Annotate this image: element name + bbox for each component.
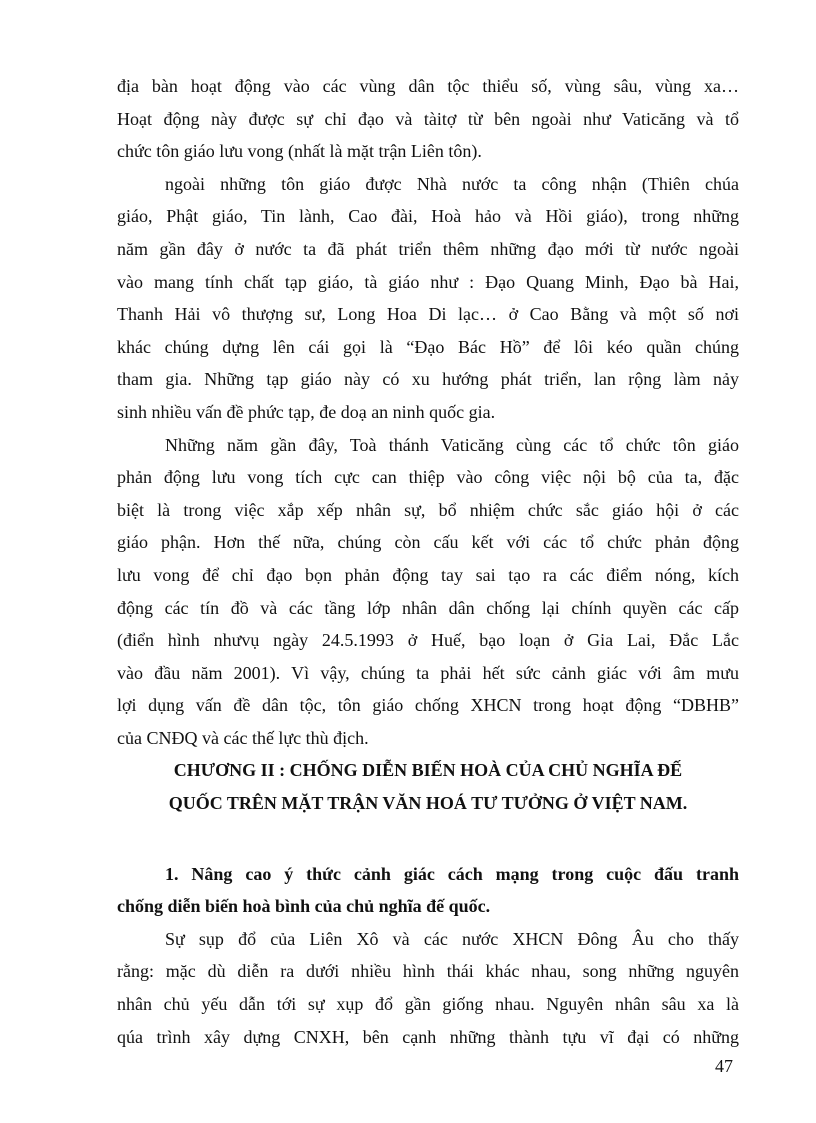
text-line: Hoạt động này được sự chỉ đạo và tàitợ từ bên ngoài như Vaticăng và tổ — [117, 108, 739, 129]
text-line: khác chúng dựng lên cái gọi là “Đạo Bác Hồ” để lôi kéo quần chúng — [117, 336, 739, 357]
paragraph-2 — [117, 168, 739, 429]
section-heading-line: chống diễn biến hoà bình của chủ nghĩa đế quốc. — [117, 896, 491, 917]
paragraph-1 — [117, 70, 739, 168]
text-line: của CNĐQ và các thế lực thù địch. — [117, 727, 369, 748]
chapter-heading-line: CHƯƠNG II : CHỐNG DIỄN BIẾN HOÀ CỦA CHỦ NGHĨA ĐẾ — [173, 760, 683, 781]
paragraph-3 — [117, 429, 739, 755]
text-line: giáo phận. Hơn thế nữa, chúng còn cấu kết với các tổ chức phản động — [117, 532, 739, 553]
text-line: biệt là trong việc xắp xếp nhân sự, bổ nhiệm chức sắc giáo hội ở các — [117, 499, 739, 520]
chapter-heading-line: QUỐC TRÊN MẶT TRẬN VĂN HOÁ TƯ TƯỞNG Ở VIỆT NAM. — [168, 793, 688, 814]
text-line: Sự sụp đổ của Liên Xô và các nước XHCN Đông Âu cho thấy — [165, 928, 739, 949]
text-line: địa bàn hoạt động vào các vùng dân tộc thiểu số, vùng sâu, vùng xa… — [117, 76, 739, 96]
text-line: năm gần đây ở nước ta đã phát triển thêm những đạo mới từ nước ngoài — [117, 238, 739, 259]
spacer — [117, 820, 739, 858]
text-line: phản động lưu vong tích cực can thiệp vào công việc nội bộ của ta, đặc — [117, 467, 739, 488]
text-line: Những năm gần đây, Toà thánh Vaticăng cùng các tổ chức tôn giáo — [165, 434, 739, 455]
document-page — [117, 70, 739, 1053]
text-line: Thanh Hải vô thượng sư, Long Hoa Di lạc… ở Cao Bằng và một số nơi — [117, 304, 739, 325]
text-line: (điển hình nhưvụ ngày 24.5.1993 ở Huế, bạo loạn ở Gia Lai, Đắc Lắc — [117, 630, 739, 651]
text-line: động các tín đồ và các tầng lớp nhân dân chống lại chính quyền các cấp — [117, 597, 739, 618]
text-line: qúa trình xây dựng CNXH, bên cạnh những thành tựu vĩ đại có những — [117, 1026, 739, 1047]
text-line: nhân chủ yếu dẫn tới sự xụp đổ gần giống nhau. Nguyên nhân sâu xa là — [117, 994, 739, 1015]
text-line: rằng: mặc dù diễn ra dưới nhiều hình thái khác nhau, song những nguyên — [117, 961, 739, 982]
text-line: giáo, Phật giáo, Tin lành, Cao đài, Hoà hảo và Hồi giáo), trong những — [117, 206, 739, 227]
chapter-heading — [117, 754, 739, 819]
section-heading-line: 1. Nâng cao ý thức cảnh giác cách mạng trong cuộc đấu tranh — [165, 863, 739, 884]
section-heading — [117, 858, 739, 923]
page-number: 47 — [715, 1056, 733, 1076]
text-line: lợi dụng vấn đề dân tộc, tôn giáo chống XHCN trong hoạt động “DBHB” — [117, 695, 739, 716]
text-line: vào đầu năm 2001). Vì vậy, chúng ta phải hết sức cảnh giác với âm mưu — [117, 662, 739, 683]
text-line: ngoài những tôn giáo được Nhà nước ta công nhận (Thiên chúa — [165, 173, 739, 194]
text-line: tham gia. Những tạp giáo này có xu hướng phát triển, lan rộng làm nảy — [117, 369, 739, 390]
text-line: vào mang tính chất tạp giáo, tà giáo như : Đạo Quang Minh, Đạo bà Hai, — [117, 271, 739, 292]
text-line: chức tôn giáo lưu vong (nhất là mặt trận Liên tôn). — [117, 141, 482, 162]
paragraph-4 — [117, 923, 739, 1053]
text-line: lưu vong để chỉ đạo bọn phản động tay sai tạo ra các điểm nóng, kích — [117, 564, 739, 585]
text-line: sinh nhiều vấn đề phức tạp, đe doạ an ninh quốc gia. — [117, 401, 496, 422]
